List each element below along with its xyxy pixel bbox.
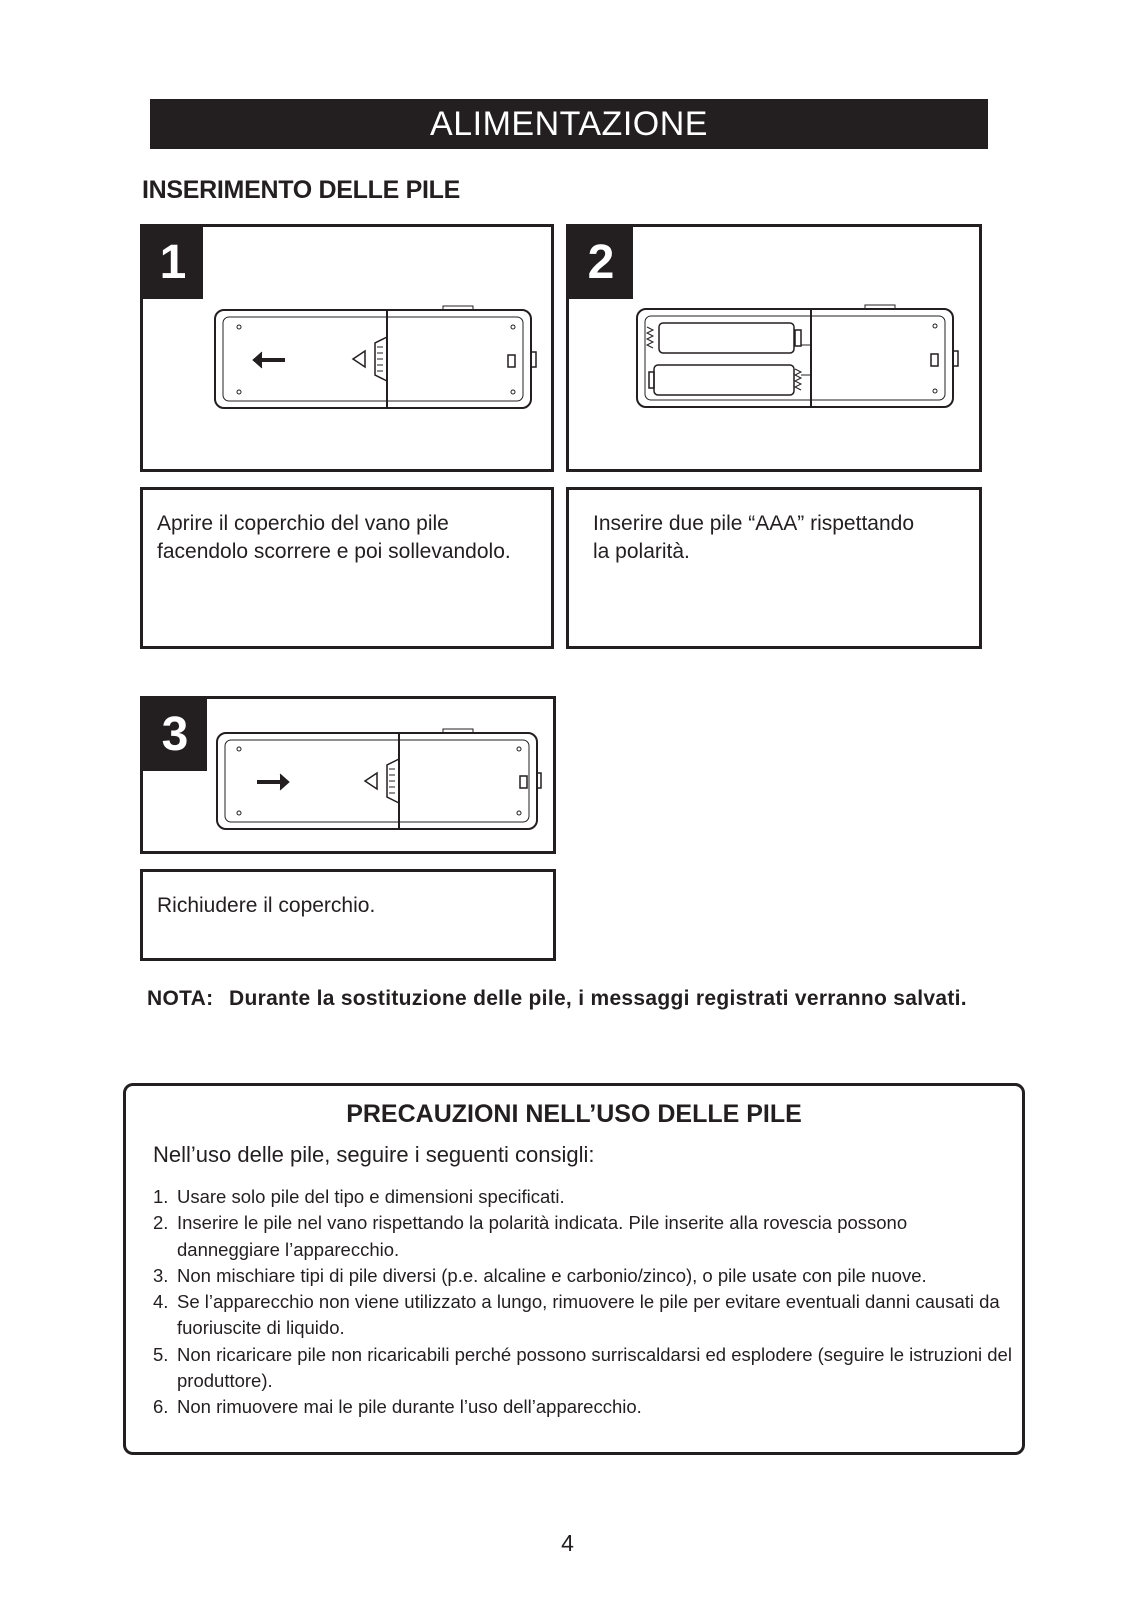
precaution-text: Usare solo pile del tipo e dimensioni specificati.: [177, 1186, 565, 1207]
precaution-item: [153, 1342, 1013, 1395]
step-2-text: [566, 487, 982, 649]
precaution-item: [153, 1210, 1013, 1263]
precaution-text: Non ricaricare pile non ricaricabili perché possono surriscaldarsi ed esplodere (seguire le istruzioni del produttore).: [177, 1343, 1012, 1392]
precaution-text: Se l’apparecchio non viene utilizzato a lungo, rimuovere le pile per evitare eventuali danni causati da fuoriuscite di liquido.: [177, 1291, 1000, 1339]
step-1-line-2: facendolo scorrere e poi sollevandolo.: [157, 540, 511, 563]
precaution-number: 1.: [153, 1186, 169, 1207]
precaution-number: 5.: [153, 1343, 169, 1365]
remote-cover-open-illustration: [143, 227, 557, 475]
precautions-list: [153, 1184, 1013, 1421]
precaution-number: 3.: [153, 1264, 169, 1286]
precaution-number: 4.: [153, 1291, 169, 1313]
step-3-number: 3: [143, 699, 207, 771]
page-number: 4: [561, 1530, 574, 1556]
precautions-title: PRECAUZIONI NELL’USO DELLE PILE: [346, 1100, 802, 1128]
step-3-line-1: Richiudere il coperchio.: [157, 894, 376, 917]
note-label: NOTA:: [147, 987, 214, 1010]
precaution-item: [153, 1394, 1013, 1420]
step-2-line-2: la polarità.: [593, 540, 690, 563]
precautions-intro: Nell’uso delle pile, seguire i seguenti consigli:: [153, 1142, 595, 1167]
step-2-number: 2: [569, 227, 633, 299]
remote-cover-closed-illustration: [143, 699, 559, 857]
battery-compartment-illustration: [569, 227, 985, 475]
step-2-line-1: Inserire due pile “AAA” rispettando: [593, 512, 914, 535]
step-3-illustration: [140, 696, 556, 854]
note-text: Durante la sostituzione delle pile, i messaggi registrati verranno salvati.: [229, 987, 967, 1010]
step-1-illustration: [140, 224, 554, 472]
section-heading: INSERIMENTO DELLE PILE: [142, 176, 460, 204]
step-3-text: [140, 869, 556, 961]
precaution-item: [153, 1289, 1013, 1342]
precaution-text: Non mischiare tipi di pile diversi (p.e. alcaline e carbonio/zinco), o pile usate con pile nuove.: [177, 1264, 927, 1286]
step-1-line-1: Aprire il coperchio del vano pile: [157, 512, 449, 535]
step-1-number: 1: [143, 227, 203, 299]
step-1-text: [140, 487, 554, 649]
precaution-text: Inserire le pile nel vano rispettando la polarità indicata. Pile inserite alla rovescia possono danneggiare l’apparecchio.: [177, 1212, 908, 1260]
step-2-illustration: [566, 224, 982, 472]
page-title: ALIMENTAZIONE: [150, 99, 988, 149]
precaution-text: Non rimuovere mai le pile durante l’uso dell’apparecchio.: [177, 1396, 642, 1418]
precaution-number: 6.: [153, 1396, 169, 1418]
precaution-item: [153, 1184, 1013, 1210]
precaution-item: [153, 1263, 1013, 1289]
precaution-number: 2.: [153, 1212, 169, 1234]
precautions-box: [123, 1083, 1025, 1455]
